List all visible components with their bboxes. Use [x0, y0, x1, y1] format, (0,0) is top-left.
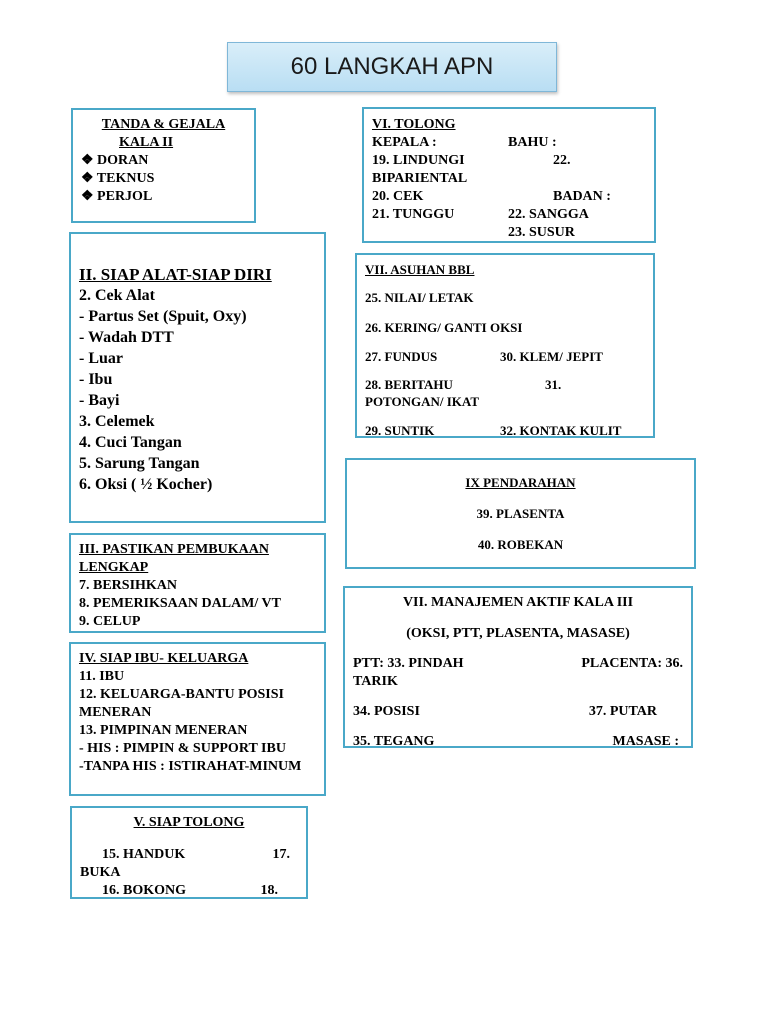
box7-l25: 25. NILAI/ LETAK	[365, 290, 474, 305]
box3-heading-2: LENGKAP	[79, 560, 149, 575]
box7-l30: 30. KLEM/ JEPIT	[500, 349, 603, 364]
box9-ptt: PTT: 33. PINDAH	[353, 656, 464, 671]
page-title: 60 LANGKAH APN	[227, 42, 557, 92]
box6-bahu: BAHU :	[508, 135, 557, 150]
box3-line: 8. PEMERIKSAAN DALAM/ VT	[79, 596, 281, 611]
box9-tarik: TARIK	[353, 674, 398, 689]
box1-heading-2: KALA II	[119, 135, 174, 150]
box4-heading: IV. SIAP IBU- KELUARGA	[79, 651, 249, 666]
box7-potongan: POTONGAN/ IKAT	[365, 394, 480, 409]
box9-sub: (OKSI, PTT, PLASENTA, MASASE)	[406, 626, 630, 641]
box1-item: ❖ TEKNUS	[81, 171, 155, 186]
box-siap-tolong	[70, 806, 308, 899]
box2-line: 2. Cek Alat	[79, 287, 155, 304]
box-tanda-gejala	[71, 108, 256, 223]
box2-line: 6. Oksi ( ½ Kocher)	[79, 476, 213, 493]
box-manajemen-aktif	[343, 586, 693, 748]
box6-l22a: 22.	[553, 153, 571, 168]
box-pastikan-pembukaan	[69, 533, 326, 633]
box2-line: - Bayi	[79, 392, 120, 409]
box1-item: ❖ DORAN	[81, 153, 149, 168]
box2-line: - Wadah DTT	[79, 329, 174, 346]
box4-line: 12. KELUARGA-BANTU POSISI MENERAN	[79, 687, 284, 720]
box-siap-ibu-keluarga	[69, 642, 326, 796]
box6-l19: 19. LINDUNGI	[372, 153, 465, 168]
box9-l37: 37. PUTAR	[588, 704, 657, 719]
box4-line: -TANPA HIS : ISTIRAHAT-MINUM	[79, 759, 302, 774]
box6-l23: 23. SUSUR	[508, 225, 575, 240]
box6-biparietal: BIPARIENTAL	[372, 171, 468, 186]
box6-l20: 20. CEK	[372, 189, 424, 204]
box7-l28: 28. BERITAHU	[365, 377, 453, 392]
box2-line: - Ibu	[79, 371, 113, 388]
box5-row1-right: 17.	[272, 847, 290, 862]
box4-line: 11. IBU	[79, 669, 125, 684]
box9-masase: MASASE :	[612, 734, 679, 748]
box-siap-alat	[69, 232, 326, 523]
box2-line: 5. Sarung Tangan	[79, 455, 200, 472]
box7-l29: 29. SUNTIK	[365, 423, 435, 438]
box3-heading-1: III. PASTIKAN PEMBUKAAN	[79, 542, 269, 557]
box8-heading: IX PENDARAHAN	[465, 475, 576, 490]
box2-line: - Luar	[79, 350, 123, 367]
box9-l35: 35. TEGANG	[353, 734, 435, 748]
box5-row2-left: 16. BOKONG	[102, 883, 187, 898]
box5-row1-left: 15. HANDUK	[102, 847, 186, 862]
box8-l40: 40. ROBEKAN	[477, 537, 564, 552]
box9-heading: VII. MANAJEMEN AKTIF KALA III	[402, 595, 634, 610]
box9-l34: 34. POSISI	[353, 704, 420, 719]
box-asuhan-bbl	[355, 253, 655, 438]
box4-line: 13. PIMPINAN MENERAN	[79, 723, 248, 738]
box6-badan: BADAN :	[553, 189, 611, 204]
box9-placenta: PLACENTA: 36.	[581, 656, 683, 671]
box5-row2-right: 18.	[260, 883, 278, 898]
box5-heading: V. SIAP TOLONG	[133, 815, 245, 830]
box2-line: 3. Celemek	[79, 413, 155, 430]
box7-l26: 26. KERING/ GANTI OKSI	[365, 320, 523, 335]
box2-line: - Partus Set (Spuit, Oxy)	[79, 308, 247, 325]
box-tolong	[362, 107, 656, 243]
box8-l39: 39. PLASENTA	[476, 506, 565, 521]
box7-l32: 32. KONTAK KULIT	[500, 423, 622, 438]
box6-kepala: KEPALA :	[372, 135, 437, 150]
box7-l31: 31.	[545, 377, 562, 392]
box6-heading: VI. TOLONG	[372, 117, 456, 132]
box6-l22b: 22. SANGGA	[508, 207, 589, 222]
box2-line: 4. Cuci Tangan	[79, 434, 182, 451]
box4-line: - HIS : PIMPIN & SUPPORT IBU	[79, 741, 286, 756]
box1-heading-1: TANDA & GEJALA	[101, 117, 226, 132]
box6-l21: 21. TUNGGU	[372, 207, 455, 222]
box1-item: ❖ PERJOL	[81, 189, 153, 204]
box7-l27: 27. FUNDUS	[365, 349, 438, 364]
box-pendarahan	[345, 458, 696, 569]
box7-heading: VII. ASUHAN BBL	[365, 262, 475, 277]
box5-row1-cont: BUKA	[80, 865, 121, 880]
box3-line: 7. BERSIHKAN	[79, 578, 178, 593]
box2-heading: II. SIAP ALAT-SIAP DIRI	[79, 265, 272, 284]
box3-line: 9. CELUP	[79, 614, 141, 629]
